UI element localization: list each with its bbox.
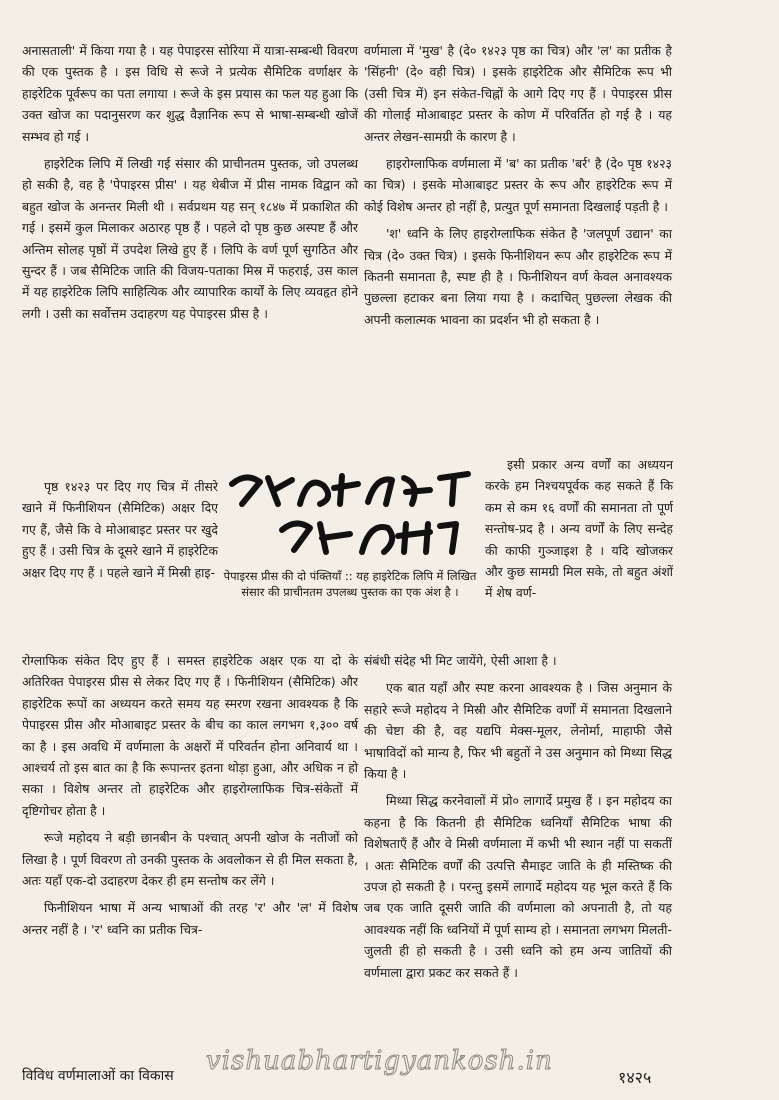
watermark: vishuabhartigyankosh.in <box>206 1046 553 1076</box>
paragraph: संबंधी संदेह भी मिट जायेंगे, ऐसी आशा है । <box>364 653 557 668</box>
left-column-top <box>22 40 358 324</box>
running-footer-title: विविध वर्णमालाओं का विकास <box>22 1068 174 1084</box>
figure-caption: पेपाइरस प्रीस की दो पंक्तियाँ :: यह हाइरेटिक लिपि में लिखित संसार की प्राचीनतम उपलब्ध पुस्तक का एक अंश है । <box>223 569 477 599</box>
left-column-beside-figure <box>22 476 218 583</box>
left-column-bottom <box>22 650 358 940</box>
paragraph: हाइरेटिक लिपि में लिखी गई संसार की प्राचीनतम पुस्तक, जो उपलब्ध हो सकी है, वह है 'पेपाइरस प्रीस' । यह थेबीज में प्रीस नामक विद्वान को बहुत खोज के अनन्तर मिली थी । सर्वप्रथम यह सन् १८४७ में प्रकाशित की गई । इसमें कुल मिलाकर अठारह पृष्ठ हैं । पहले दो पृष्ठ कुछ अस्पष्ट हैं और अन्तिम सोलह पृष्ठों में उपदेश लिखे हुए हैं । लिपि के वर्ण पूर्ण सुगठित और सुन्दर हैं । जब सैमिटिक जाति की विजय-पताका मिस्र में फहराई, उस काल में यह हाइरेटिक लिपि साहित्यिक और व्यापारिक कार्यों के लिए व्यवहृत होने लगी । उसी का सर्वोत्तम उदाहरण यह पेपाइरस प्रीस है । <box>22 156 358 321</box>
paragraph: इसी प्रकार अन्य वर्णों का अध्ययन करके हम निश्चयपूर्वक कह सकते हैं कि कम से कम १६ वर्णों की समानता तो पूर्ण सन्तोष-प्रद है । अन्य वर्णों के लिए सन्देह की काफी गुञ्जाइश है । यदि खोजकर और कुछ सामग्री मिल सके, तो बहुत अंशों में शेष वर्ण- <box>485 457 673 601</box>
right-column-top <box>364 40 672 330</box>
paragraph: फिनीशियन भाषा में अन्य भाषाओं की तरह 'र' और 'ल' में विशेष अन्तर नहीं है । 'र' ध्वनि का प्रतीक चित्र- <box>22 900 358 937</box>
paragraph: 'श' ध्वनि के लिए हाइरोग्लाफिक संकेत है 'जलपूर्ण उद्यान' का चित्र (दे० उक्त चित्र) । इसके फिनीशियन रूप और हाइरेटिक रूप में कितनी समानता है, स्पष्ट ही है । फिनीशियन वर्ण केवल अनावश्यक पुछल्ला हटाकर बना लिया गया है । कदाचित् पुछल्ला लेखक की अपनी कलात्मक भावना का प्रदर्शन भी हो सकता है । <box>364 226 672 327</box>
paragraph: पृष्ठ १४२३ पर दिए गए चित्र में तीसरे खाने में फिनीशियन (सैमिटिक) अक्षर दिए गए हैं, जैसे कि वे मोआबाइट प्रस्तर पर खुदे हुए हैं । उसी चित्र के दूसरे खाने में हाइरेटिक अक्षर दिए गए हैं । पहले खाने में मिस्री हाइ- <box>22 479 218 580</box>
paragraph: एक बात यहाँ और स्पष्ट करना आवश्यक है । जिस अनुमान के सहारे रूजे महोदय ने मिस्री और सैमिटिक वर्णों में समानता दिखलाने की चेष्टा की है, वह यद्यपि मेक्स-मूलर, लेनोर्मा, माहाफी जैसे भाषाविदों को मान्य है, फिर भी बहुतों ने उस अनुमान को मिथ्या सिद्ध किया है । <box>364 680 672 782</box>
paragraph: हाइरोग्लाफिक वर्णमाला में 'ब' का प्रतीक 'बर्र' है (दे० पृष्ठ १४२३ का चित्र) । इसके मोआबाइट प्रस्तर के रूप और हाइरेटिक रूप में कोई विशेष अन्तर हो नहीं है, प्रत्युत पूर्ण समानता दिखलाई पड़ती है । <box>364 156 672 214</box>
figure <box>216 464 484 600</box>
paragraph: अनासताली' में किया गया है । यह पेपाइरस सोरिया में यात्रा-सम्बन्धी विवरण की एक पुस्तक है । इस विधि से रूजे ने प्रत्येक सैमिटिक वर्णाक्षर के हाइरेटिक पूर्वरूप का पता लगाया । रूजे के इस प्रयास का फल यह हुआ कि उक्त खोज का पदानुसरण कर शुद्ध वैज्ञानिक रूप से भाषा-सम्बन्धी खोजें सम्भव हो गई । <box>22 43 358 144</box>
right-column-bottom <box>364 650 672 983</box>
paragraph: मिथ्या सिद्ध करनेवालों में प्रो० लागार्दे प्रमुख हैं । इन महोदय का कहना है कि कितनी ही सैमिटिक ध्वनियाँ सैमिटिक भाषा की विशेषताएँ हैं और वे मिस्री वर्णमाला में कभी भी स्थान नहीं पा सकतीं । अतः सैमिटिक वर्णों की उत्पत्ति सैमाइट जाति के ही मस्तिष्क की उपज हो सकती है । परन्तु इसमें लागार्दे महोदय यह भूल करते हैं कि जब एक जाति दूसरी जाति की वर्णमाला को अपनाती है, तो यह आवश्यक नहीं कि ध्वनियों में पूर्ण साम्य हो । समानता लगभग मिलती-जुलती ही हो सकती है । उसी ध्वनि को हम अन्य जातियों की वर्णमाला द्वारा प्रकट कर सकते हैं । <box>364 793 672 980</box>
page-number: १४२५ <box>618 1068 652 1087</box>
paragraph: रोग्लाफिक संकेत दिए हुए हैं । समस्त हाइरेटिक अक्षर एक या दो के अतिरिक्त पेपाइरस प्रीस से लेकर दिए गए हैं । फिनीशियन (सैमिटिक) और हाइरेटिक रूपों का अध्ययन करते समय यह स्मरण रखना आवश्यक है कि पेपाइरस प्रीस और मोआबाइट प्रस्तर के बीच का काल लगभग १,३०० वर्ष का है । इस अवधि में वर्णमाला के अक्षरों में परिवर्तन होना अनिवार्य था । आश्चर्य तो इस बात का है कि रूपान्तर इतना थोड़ा हुआ, और अधिक न हो सका । विशेष अन्तर तो हाइरेटिक और हाइरोग्लाफिक चित्र-संकेतों में दृष्टिगोचर होता है । <box>22 653 358 818</box>
right-column-beside-figure <box>485 454 673 604</box>
hieratic-script-sample-icon <box>216 464 484 566</box>
paragraph: वर्णमाला में 'मुख' है (दे० १४२३ पृष्ठ का चित्र) और 'ल' का प्रतीक है 'सिंहनी' (दे० वही चित्र) । इसके हाइरेटिक और सैमिटिक रूप भी (उसी चित्र में) इन संकेत-चिह्नों के आगे दिए गए हैं । पेपाइरस प्रीस की गोलाई मोआबाइट प्रस्तर के कोण में परिवर्तित हो गई है । यह अन्तर लेखन-सामग्री के कारण है । <box>364 43 672 144</box>
paragraph: रूजे महोदय ने बड़ी छानबीन के पश्चात् अपनी खोज के नतीजों को लिखा है । पूर्ण विवरण तो उनकी पुस्तक के अवलोकन से ही मिल सकता है, अतः यहाँ एक-दो उदाहरण देकर ही हम सन्तोष कर लेंगे । <box>22 830 358 889</box>
